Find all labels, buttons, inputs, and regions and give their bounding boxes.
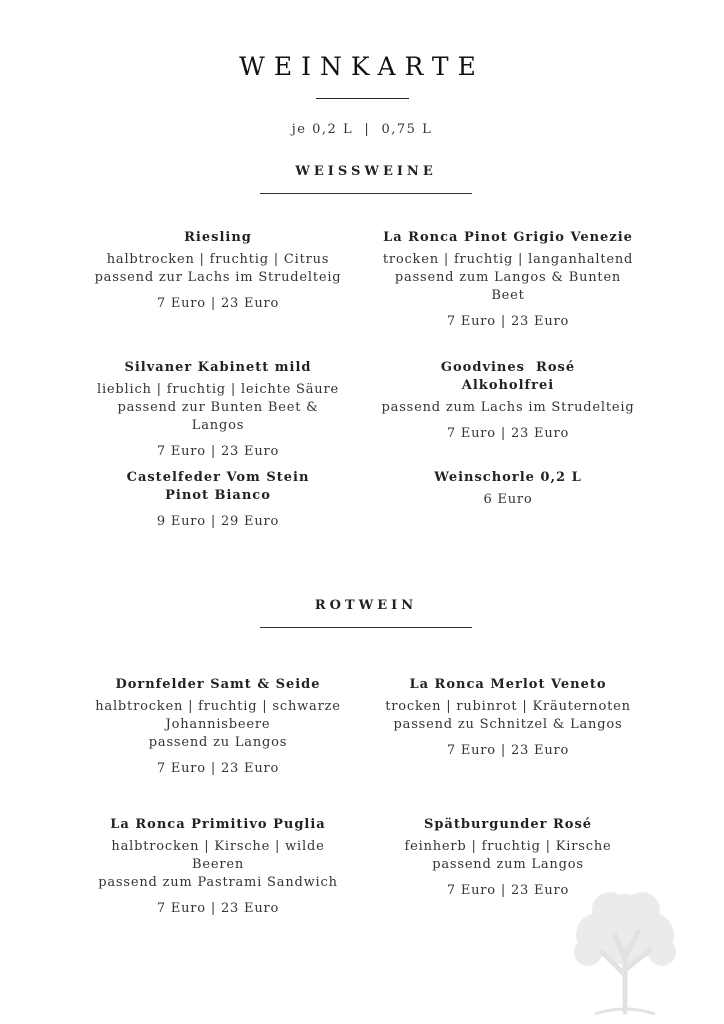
wine-name: La Ronca Primitivo Puglia: [110, 817, 326, 832]
wine-description: passend zu Langos: [148, 735, 288, 750]
wine-description: trocken | fruchtig | langanhaltend: [382, 252, 634, 267]
wine-name: Pinot Bianco: [165, 488, 271, 503]
wine-description: halbtrocken | fruchtig | Citrus: [106, 252, 330, 267]
wine-name: Alkoholfrei: [461, 378, 555, 393]
wine-name: Goodvines Rosé: [440, 360, 576, 375]
wine-price: 7 Euro | 23 Euro: [156, 901, 280, 916]
wine-price: 7 Euro | 23 Euro: [446, 314, 570, 329]
title-divider: [316, 98, 409, 99]
wine-description: passend zum Pastrami Sandwich: [98, 875, 338, 890]
section-heading-rotwein: ROTWEIN: [314, 598, 418, 613]
wine-name: Weinschorle 0,2 L: [434, 470, 582, 485]
wine-name: Spätburgunder Rosé: [423, 817, 593, 832]
wine-description: halbtrocken | fruchtig | schwarze: [95, 699, 341, 714]
section-divider-rotwein: [260, 627, 472, 628]
wine-description: passend zum Lachs im Strudelteig: [381, 400, 635, 415]
wine-name: La Ronca Merlot Veneto: [409, 677, 607, 692]
wine-name: Silvaner Kabinett mild: [124, 360, 312, 375]
wine-description: halbtrocken | Kirsche | wilde: [111, 839, 325, 854]
section-divider-weissweine: [260, 193, 472, 194]
wine-item-dornfelder: [92, 676, 344, 778]
wine-item-weinschorle: [377, 469, 639, 509]
wine-description: feinherb | fruchtig | Kirsche: [404, 839, 612, 854]
wine-name: Dornfelder Samt & Seide: [115, 677, 321, 692]
wine-item-pinot-grigio: [377, 229, 639, 331]
wine-description: passend zum Langos & Bunten: [394, 270, 622, 285]
wine-price: 7 Euro | 23 Euro: [156, 444, 280, 459]
wine-price: 7 Euro | 23 Euro: [446, 883, 570, 898]
wine-item-silvaner: [92, 359, 344, 461]
page-title: WEINKARTE: [239, 52, 485, 81]
wine-price: 9 Euro | 29 Euro: [156, 514, 280, 529]
wine-price: 7 Euro | 23 Euro: [156, 296, 280, 311]
wine-price: 7 Euro | 23 Euro: [446, 426, 570, 441]
wine-item-riesling: [92, 229, 344, 313]
wine-description: trocken | rubinrot | Kräuternoten: [385, 699, 631, 714]
wine-description: passend zum Langos: [432, 857, 584, 872]
wine-description: lieblich | fruchtig | leichte Säure: [97, 382, 339, 397]
wine-price: 6 Euro: [483, 492, 533, 507]
wine-description: passend zur Lachs im Strudelteig: [94, 270, 342, 285]
wine-description: passend zu Schnitzel & Langos: [393, 717, 623, 732]
wine-item-castelfeder: [92, 469, 344, 531]
wine-description: Beeren: [191, 857, 245, 872]
wine-name: La Ronca Pinot Grigio Venezie: [383, 230, 633, 245]
wine-price: 7 Euro | 23 Euro: [156, 761, 280, 776]
wine-price: 7 Euro | 23 Euro: [446, 743, 570, 758]
size-subtitle: je 0,2 L | 0,75 L: [291, 122, 433, 137]
wine-description: passend zur Bunten Beet & Langos: [117, 400, 319, 433]
wine-description: Johannisbeere: [165, 717, 271, 732]
wine-item-merlot: [377, 676, 639, 760]
tree-icon: [560, 880, 690, 1020]
wine-name: Riesling: [184, 230, 252, 245]
wine-name: Castelfeder Vom Stein: [126, 470, 310, 485]
section-heading-weissweine: WEISSWEINE: [295, 164, 437, 179]
wine-description: Beet: [491, 288, 525, 303]
wine-item-primitivo: [92, 816, 344, 918]
wine-item-goodvines-rose: [377, 359, 639, 443]
